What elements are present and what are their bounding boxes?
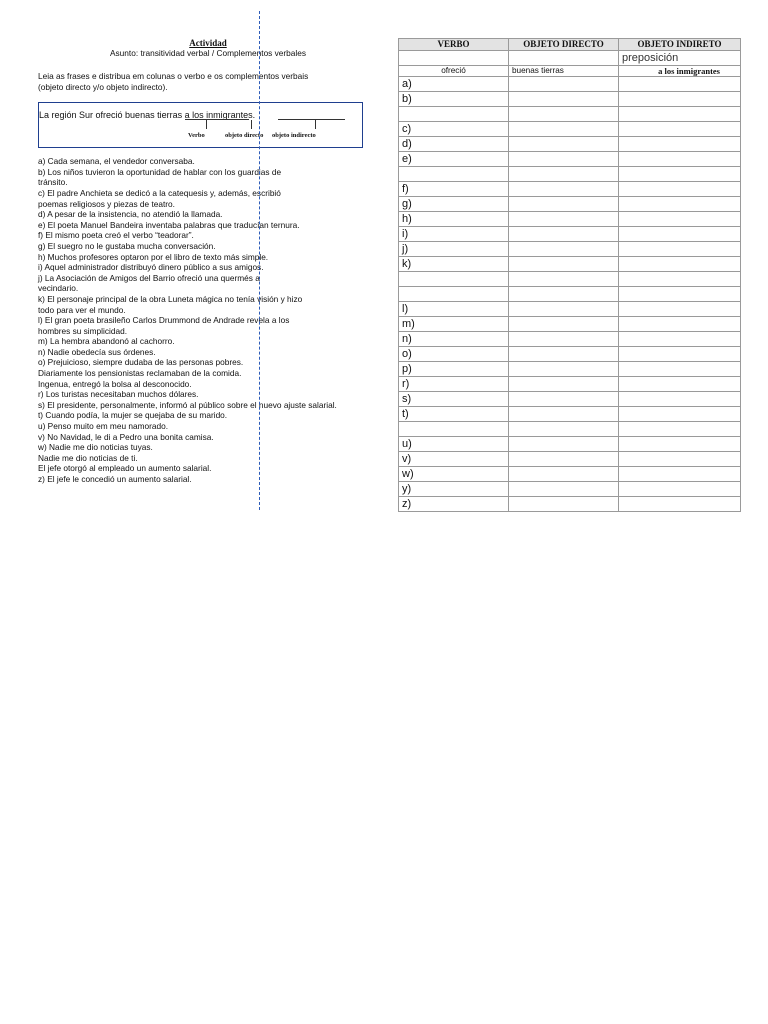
objeto-indireto-cell[interactable] — [619, 107, 741, 122]
objeto-directo-cell[interactable] — [509, 407, 619, 422]
table-row — [399, 437, 741, 452]
sentence-item: vecindario. — [38, 283, 79, 294]
sentence-item: Ingenua, entregó la bolsa al desconocido. — [38, 378, 192, 389]
page-subtitle: Asunto: transitividad verbal / Complementos verbales — [110, 48, 306, 58]
objeto-directo-cell[interactable] — [509, 212, 619, 227]
table-row — [399, 467, 741, 482]
sentence-item: tránsito. — [38, 177, 68, 188]
objeto-indireto-cell[interactable] — [619, 152, 741, 167]
example-tick — [315, 120, 316, 129]
sentence-item: n) Nadie obedecía sus órdenes. — [38, 346, 156, 357]
objeto-directo-cell[interactable] — [509, 272, 619, 287]
sentence-item: todo para ver el mundo. — [38, 304, 126, 315]
sentence-item: a) Cada semana, el vendedor conversaba. — [38, 156, 195, 167]
sentence-item: El jefe otorgó al empleado un aumento salarial. — [38, 463, 212, 474]
table-row — [399, 407, 741, 422]
table-row — [399, 137, 741, 152]
row-label-cell[interactable]: l) — [399, 302, 509, 317]
table-row — [399, 497, 741, 512]
objeto-directo-cell[interactable] — [509, 197, 619, 212]
sentence-item: i) Aquel administrador distribuyó dinero público a sus amigos. — [38, 262, 264, 273]
worksheet-left-column — [38, 38, 378, 485]
row-label-cell[interactable]: k) — [399, 257, 509, 272]
table-row — [399, 332, 741, 347]
sentence-item: Nadie me dio noticias de ti. — [38, 452, 138, 463]
row-label-cell[interactable]: i) — [399, 227, 509, 242]
instruction-line: (objeto directo y/o objeto indirecto). — [38, 81, 168, 92]
objeto-directo-cell[interactable] — [509, 92, 619, 107]
sentence-item: j) La Asociación de Amigos del Barrio ofreció una quermés a — [38, 272, 260, 283]
sentence-item: poemas religiosos y piezas de teatro. — [38, 198, 175, 209]
row-label-cell[interactable]: u) — [399, 437, 509, 452]
table-row — [399, 182, 741, 197]
example-sentence: La región Sur ofreció buenas tierras a los inmigrantes. — [39, 110, 256, 121]
sentence-item: h) Muchos profesores optaron por el libro de texto más simple. — [38, 251, 269, 262]
objeto-indireto-cell[interactable] — [619, 467, 741, 482]
objeto-indireto-cell[interactable] — [619, 452, 741, 467]
row-label-cell[interactable]: m) — [399, 317, 509, 332]
objeto-directo-cell[interactable] — [509, 317, 619, 332]
row-label-cell[interactable]: z) — [399, 497, 509, 512]
example-tick — [251, 120, 252, 129]
row-label-cell[interactable]: r) — [399, 377, 509, 392]
row-label-cell[interactable]: g) — [399, 197, 509, 212]
objeto-indireto-cell[interactable] — [619, 227, 741, 242]
row-label-cell[interactable]: s) — [399, 392, 509, 407]
objeto-indireto-cell[interactable] — [619, 122, 741, 137]
table-header-row — [399, 39, 741, 51]
objeto-directo-cell[interactable] — [509, 422, 619, 437]
sentence-item: v) No Navidad, le di a Pedro una bonita camisa. — [38, 431, 214, 442]
page-title: Actividad — [189, 38, 227, 48]
row-label-cell[interactable]: a) — [399, 77, 509, 92]
objeto-indireto-cell[interactable] — [619, 407, 741, 422]
table-row — [399, 482, 741, 497]
row-label-cell[interactable]: h) — [399, 212, 509, 227]
sentence-item: hombres su simplicidad. — [38, 325, 127, 336]
objeto-indireto-cell[interactable] — [619, 212, 741, 227]
sentence-item: c) El padre Anchieta se dedicó a la catequesis y, además, escribió — [38, 187, 281, 198]
objeto-indireto-cell[interactable] — [619, 92, 741, 107]
sentence-item: z) El jefe le concedió un aumento salarial. — [38, 474, 192, 484]
sentence-list — [38, 156, 378, 484]
preposition-divider — [259, 11, 260, 510]
objeto-directo-cell[interactable] — [509, 77, 619, 92]
row-label-cell[interactable] — [399, 167, 509, 182]
objeto-directo-cell[interactable] — [509, 437, 619, 452]
table-row — [399, 347, 741, 362]
row-label-cell[interactable] — [399, 107, 509, 122]
table-row — [399, 452, 741, 467]
objeto-directo-cell[interactable] — [509, 152, 619, 167]
objeto-indireto-cell[interactable] — [619, 287, 741, 302]
row-label-cell[interactable]: j) — [399, 242, 509, 257]
objeto-directo-cell[interactable] — [509, 482, 619, 497]
label-verbo: Verbo — [188, 132, 205, 140]
objeto-indireto-cell[interactable] — [619, 77, 741, 92]
objeto-directo-cell[interactable] — [509, 287, 619, 302]
table-row — [399, 392, 741, 407]
sentence-item: e) El poeta Manuel Bandeira inventaba palabras que traducían ternura. — [38, 219, 300, 230]
objeto-indireto-cell[interactable] — [619, 137, 741, 152]
row-label-cell[interactable]: f) — [399, 182, 509, 197]
table-row — [399, 152, 741, 167]
objeto-directo-cell[interactable] — [509, 332, 619, 347]
sentence-item: l) El gran poeta brasileño Carlos Drummond de Andrade revela a los — [38, 315, 290, 326]
table-row — [399, 197, 741, 212]
objeto-indireto-cell[interactable] — [619, 257, 741, 272]
table-row — [399, 242, 741, 257]
example-box — [38, 102, 363, 148]
objeto-directo-cell[interactable] — [509, 227, 619, 242]
objeto-directo-cell[interactable] — [509, 467, 619, 482]
table-subheader-row — [399, 51, 741, 66]
header-objeto-indireto: OBJETO INDIRETO — [619, 39, 741, 51]
objeto-directo-cell[interactable] — [509, 497, 619, 512]
sentence-item: m) La hembra abandonó al cachorro. — [38, 336, 175, 347]
row-label-cell[interactable]: o) — [399, 347, 509, 362]
objeto-directo-cell[interactable] — [509, 452, 619, 467]
objeto-indireto-cell[interactable] — [619, 182, 741, 197]
row-label-cell[interactable]: y) — [399, 482, 509, 497]
objeto-directo-cell[interactable] — [509, 362, 619, 377]
row-label-cell[interactable]: p) — [399, 362, 509, 377]
table-row — [399, 122, 741, 137]
instruction-line: Leia as frases e distribua em colunas o verbo e os complementos verbais — [38, 71, 309, 81]
sentence-item: Diariamente los pensionistas reclamaban de la comida. — [38, 368, 242, 379]
objeto-directo-cell[interactable] — [509, 122, 619, 137]
table-row — [399, 362, 741, 377]
row-label-cell[interactable]: c) — [399, 122, 509, 137]
row-label-cell[interactable] — [399, 422, 509, 437]
objeto-indireto-cell[interactable] — [619, 392, 741, 407]
answer-table — [398, 38, 741, 512]
objeto-directo-cell[interactable] — [509, 137, 619, 152]
label-objeto-directo: objeto directo — [225, 132, 264, 140]
objeto-directo-cell[interactable] — [509, 257, 619, 272]
objeto-indireto-cell[interactable] — [619, 317, 741, 332]
objeto-directo-cell[interactable] — [509, 107, 619, 122]
example-oi-cell: a los inmigrantes — [619, 66, 741, 77]
objeto-indireto-cell[interactable] — [619, 167, 741, 182]
table-example-row — [399, 66, 741, 77]
objeto-indireto-cell[interactable] — [619, 347, 741, 362]
sentence-item: t) Cuando podía, la mujer se quejaba de su marido. — [38, 410, 228, 421]
objeto-directo-cell[interactable] — [509, 377, 619, 392]
example-blank-line — [278, 119, 345, 120]
sentence-item: f) El mismo poeta creó el verbo “teadorar”. — [38, 230, 194, 241]
objeto-indireto-cell[interactable] — [619, 272, 741, 287]
objeto-directo-cell[interactable] — [509, 302, 619, 317]
table-row — [399, 377, 741, 392]
label-objeto-indirecto: objeto indirecto — [272, 132, 316, 140]
example-od-cell: buenas tierras — [509, 66, 619, 77]
objeto-indireto-cell[interactable] — [619, 377, 741, 392]
table-row — [399, 167, 741, 182]
row-label-cell[interactable] — [399, 272, 509, 287]
table-row — [399, 227, 741, 242]
sentence-item: g) El suegro no le gustaba mucha conversación. — [38, 240, 216, 251]
objeto-indireto-cell[interactable] — [619, 362, 741, 377]
row-label-cell[interactable]: v) — [399, 452, 509, 467]
objeto-directo-cell[interactable] — [509, 167, 619, 182]
objeto-indireto-cell[interactable] — [619, 242, 741, 257]
prep-label: preposición — [619, 51, 741, 66]
objeto-indireto-cell[interactable] — [619, 422, 741, 437]
sentence-item: s) El presidente, personalmente, informó al público sobre el nuevo ajuste salarial. — [38, 399, 337, 410]
table-row — [399, 302, 741, 317]
row-label-cell[interactable]: t) — [399, 407, 509, 422]
table-row — [399, 77, 741, 92]
sentence-item: o) Prejuicioso, siempre dudaba de las personas pobres. — [38, 357, 244, 368]
table-row — [399, 272, 741, 287]
objeto-directo-cell[interactable] — [509, 392, 619, 407]
table-row — [399, 257, 741, 272]
row-label-cell[interactable]: e) — [399, 152, 509, 167]
objeto-indireto-cell[interactable] — [619, 437, 741, 452]
table-row — [399, 92, 741, 107]
objeto-directo-cell[interactable] — [509, 242, 619, 257]
table-row — [399, 317, 741, 332]
table-row — [399, 107, 741, 122]
table-row — [399, 287, 741, 302]
sentence-item: d) A pesar de la insistencia, no atendió la llamada. — [38, 209, 223, 220]
sentence-item: u) Penso muito em meu namorado. — [38, 421, 169, 432]
example-underline — [185, 119, 249, 120]
sentence-item: r) Los turistas necesitaban muchos dólares. — [38, 389, 199, 400]
table-row — [399, 422, 741, 437]
row-label-cell[interactable]: b) — [399, 92, 509, 107]
sentence-item: k) El personaje principal de la obra Luneta mágica no tenía visión y hizo — [38, 293, 303, 304]
instructions — [38, 71, 378, 92]
objeto-indireto-cell[interactable] — [619, 197, 741, 212]
header-objeto-directo: OBJETO DIRECTO — [509, 39, 619, 51]
table-row — [399, 212, 741, 227]
row-label-cell[interactable]: d) — [399, 137, 509, 152]
row-label-cell[interactable] — [399, 287, 509, 302]
row-label-cell[interactable]: n) — [399, 332, 509, 347]
row-label-cell[interactable]: w) — [399, 467, 509, 482]
example-verb-cell: ofreció — [399, 66, 509, 77]
example-tick — [206, 120, 207, 129]
objeto-directo-cell[interactable] — [509, 347, 619, 362]
sentence-item: b) Los niños tuvieron la oportunidad de hablar con los guardias de — [38, 166, 282, 177]
objeto-indireto-cell[interactable] — [619, 482, 741, 497]
header-verbo: VERBO — [399, 39, 509, 51]
objeto-directo-cell[interactable] — [509, 182, 619, 197]
objeto-indireto-cell[interactable] — [619, 302, 741, 317]
sentence-item: w) Nadie me dio noticias tuyas. — [38, 442, 153, 453]
objeto-indireto-cell[interactable] — [619, 497, 741, 512]
objeto-indireto-cell[interactable] — [619, 332, 741, 347]
